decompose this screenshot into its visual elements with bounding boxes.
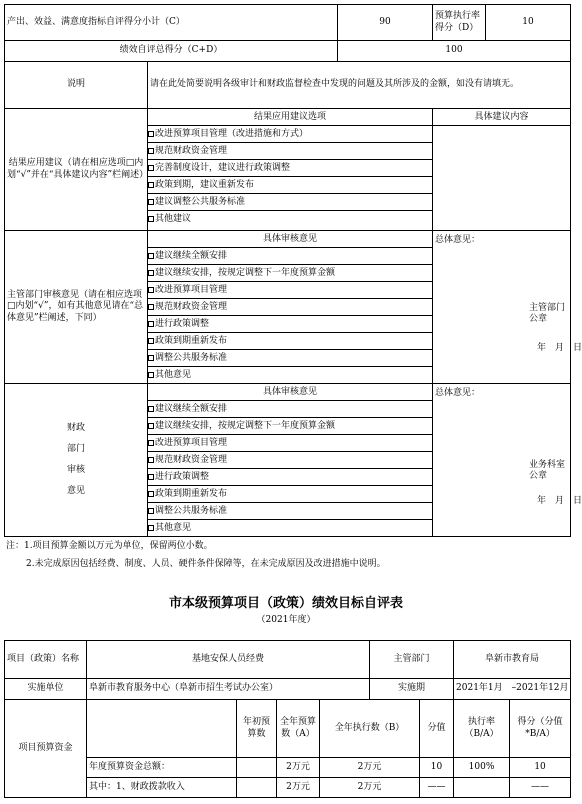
dept-option[interactable]: 调整公共服务标准 [148,350,432,367]
output-score-label: 产出、效益、满意度指标自评得分小计（C） [5,5,338,41]
result-option[interactable]: 其他建议 [148,211,432,227]
page-title: 市本级预算项目（政策）绩效目标自评表 [168,596,403,611]
col-get: 得分（分值*B/A） [510,700,571,758]
dept-option[interactable]: 政策到期重新发布 [148,333,432,350]
checkbox-icon [148,457,154,463]
row-finance-get: —— [510,778,571,798]
finance-review-label: 财政部门审核意见 [5,384,148,537]
result-option[interactable]: 规范财政资金管理 [148,143,432,160]
checkbox-icon [148,199,154,205]
row-finance-full: 2万元 [277,778,320,798]
result-option[interactable]: 建议调整公共服务标准 [148,194,432,211]
row-total-exec: 2万元 [320,758,420,778]
dept-review-header: 具体审核意见 [148,231,432,248]
result-option[interactable]: 改进预算项目管理（改进措施和方式） [148,126,432,143]
row-total-initial [237,758,277,778]
row-finance-rate [454,778,510,798]
dept-label: 主管部门 [370,641,454,679]
dept-option[interactable]: 建议继续全额安排 [148,248,432,265]
dept-overall-label: 总体意见： [435,235,481,245]
checkbox-icon [148,216,154,222]
dept-overall [433,231,582,384]
finance-option[interactable]: 规范财政资金管理 [148,452,432,469]
finance-review-header: 具体审核意见 [148,384,432,401]
checkbox-icon [148,253,154,259]
dept-review-options [148,231,433,384]
checkbox-icon [148,182,154,188]
finance-option[interactable]: 建议继续全额安排 [148,401,432,418]
impl-unit-label: 实施单位 [5,679,87,700]
execution-score-value: 10 [486,5,571,41]
finance-option[interactable]: 进行政策调整 [148,469,432,486]
dept-option[interactable]: 建议继续安排，按规定调整下一年度预算金额 [148,265,432,282]
checkbox-icon [148,355,154,361]
row-finance-exec: 2万元 [320,778,420,798]
checkbox-icon [148,525,154,531]
checkbox-icon [148,165,154,171]
budget-label: 项目预算资金 [5,700,87,798]
row-finance-label: 其中：1、财政拨款收入 [87,778,237,798]
dept-option[interactable]: 其他意见 [148,367,432,383]
checkbox-icon [148,491,154,497]
finance-seal: 业务科室公章 [529,460,566,482]
result-options [148,109,433,231]
result-options-header: 结果应用建议选项 [148,109,432,126]
col-score: 分值 [420,700,454,758]
finance-option[interactable]: 政策到期重新发布 [148,486,432,503]
finance-overall-label: 总体意见： [435,388,481,398]
row-total-score: 10 [420,758,454,778]
project-name-label: 项目（政策）名称 [5,641,87,679]
checkbox-icon [148,287,154,293]
finance-option[interactable]: 调整公共服务标准 [148,503,432,520]
result-content-header: 具体建议内容 [433,109,570,126]
checkbox-icon [148,406,154,412]
checkbox-icon [148,440,154,446]
note-2: 2.未完成原因包括经费、制度、人员、硬件条件保障等，在未完成原因及改进措施中说明。 [26,559,386,569]
checkbox-icon [148,131,154,137]
dept-option[interactable]: 改进预算项目管理 [148,282,432,299]
result-label: 结果应用建议（请在相应选项□内划“√”并在“具体建议内容”栏阐述） [5,109,148,231]
col-exec: 全年执行数（B） [320,700,420,758]
evaluation-table [4,4,582,537]
project-name: 基地安保人员经费 [87,641,370,679]
dept-name: 阜新市教育局 [454,641,571,679]
page-subtitle: （2021年度） [256,615,316,625]
dept-option[interactable]: 规范财政资金管理 [148,299,432,316]
checkbox-icon [148,508,154,514]
checkbox-icon [148,148,154,154]
checkbox-icon [148,372,154,378]
col-initial: 年初预算数 [237,700,277,758]
total-score-value: 100 [338,41,571,62]
finance-option[interactable]: 其他意见 [148,520,432,536]
dept-option[interactable]: 进行政策调整 [148,316,432,333]
dept-review-label: 主管部门审核意见（请在相应选项□内划“√”，如有其他意见请在“总体意见”栏阐述，下同） [5,231,148,384]
checkbox-icon [148,423,154,429]
budget-table [4,640,571,798]
impl-unit: 阜新市教育服务中心（阜新市招生考试办公室） [87,679,370,700]
checkbox-icon [148,321,154,327]
row-finance-score: —— [420,778,454,798]
row-total-get: 10 [510,758,571,778]
period-label: 实施期 [370,679,454,700]
checkbox-icon [148,338,154,344]
checkbox-icon [148,304,154,310]
dept-date: 年 月 日 [537,343,582,353]
finance-option[interactable]: 改进预算项目管理 [148,435,432,452]
checkbox-icon [148,474,154,480]
finance-overall [433,384,582,537]
checkbox-icon [148,270,154,276]
output-score-value: 90 [338,5,433,41]
result-option[interactable]: 完善制度设计，建议进行政策调整 [148,160,432,177]
dept-seal: 主管部门公章 [529,303,566,325]
row-total-label: 年度预算资金总额： [87,758,237,778]
total-score-label: 绩效自评总得分（C+D） [5,41,338,62]
note-1: 注：1.项目预算金额以万元为单位，保留两位小数。 [6,541,213,551]
row-total-full: 2万元 [277,758,320,778]
row-total-rate: 100% [454,758,510,778]
col-rate: 执行率（B/A） [454,700,510,758]
budget-blank-cell [87,700,237,758]
explain-label: 说明 [5,62,148,109]
result-option[interactable]: 政策到期，建议重新发布 [148,177,432,194]
explain-text: 请在此处简要说明各级审计和财政监督检查中发现的问题及其所涉及的金额，如没有请填无。 [148,62,571,109]
finance-review-options [148,384,433,537]
finance-option[interactable]: 建议继续安排，按规定调整下一年度预算金额 [148,418,432,435]
result-content [433,109,571,231]
col-full: 全年预算数（A） [277,700,320,758]
period-value: 2021年1月 –2021年12月 [454,679,571,700]
execution-score-label: 预算执行率得分（D） [433,5,486,41]
finance-date: 年 月 日 [537,496,582,506]
row-finance-initial [237,778,277,798]
